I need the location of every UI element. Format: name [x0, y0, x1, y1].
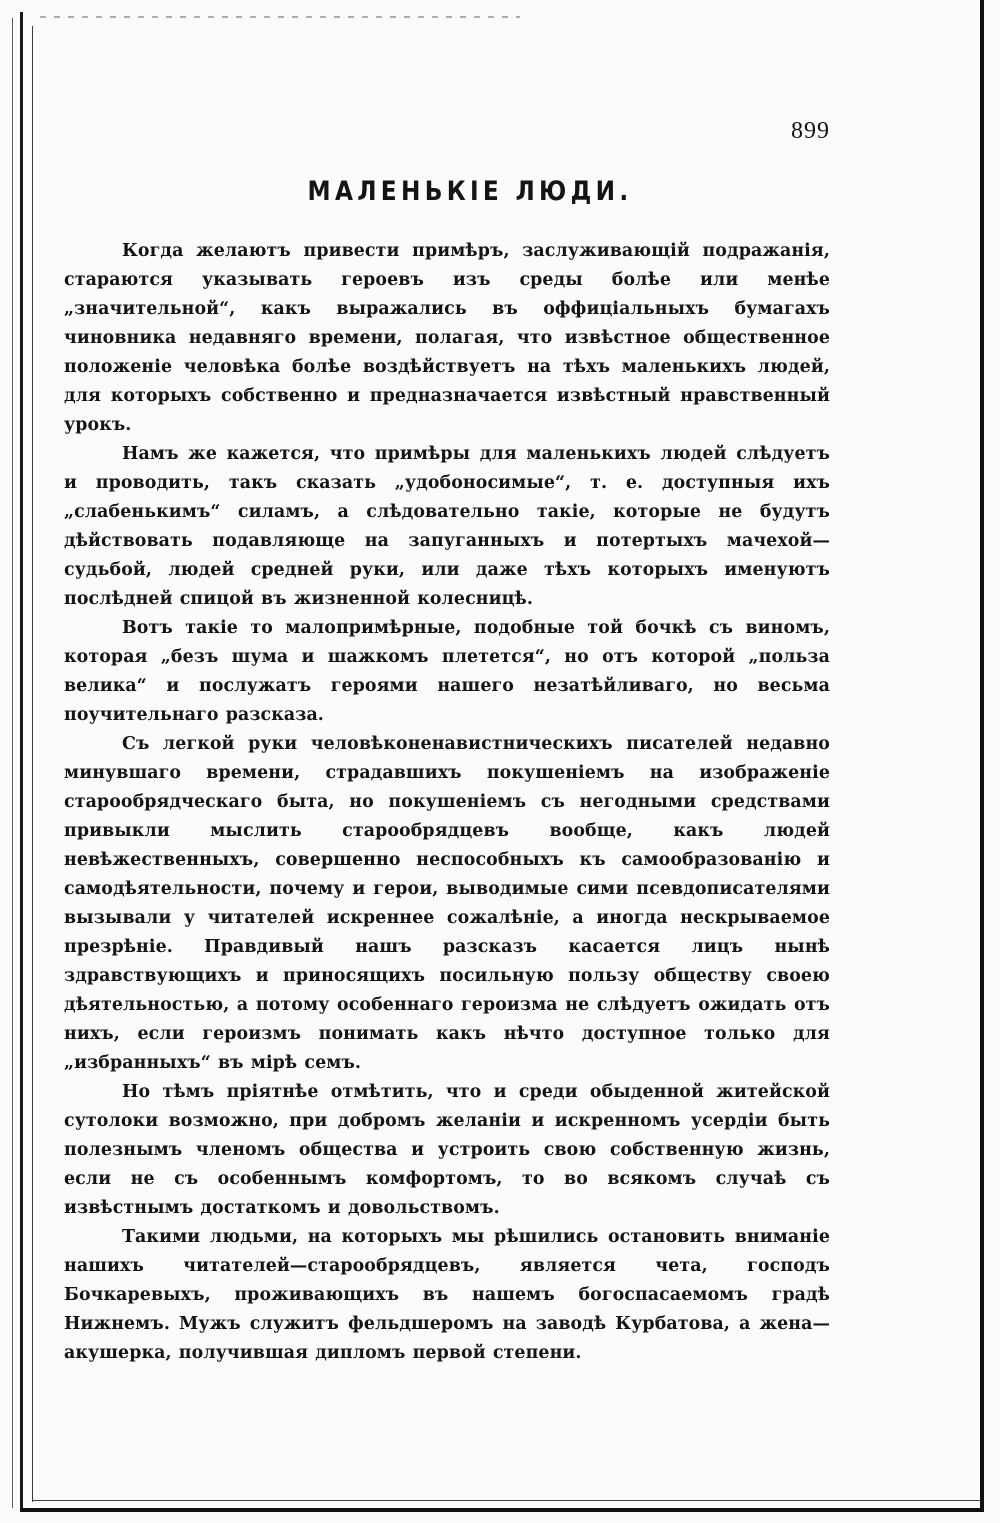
paragraph-2: Намъ же кажется, что примѣры для маленькихъ людей слѣдуетъ и проводить, такъ сказать „удобоносимые“, т. е. доступныя ихъ „слабенькимъ“ силамъ, а слѣдовательно такiе, которые не будутъ дѣйствовать подавляюще на запуганныхъ и потертыхъ мачехой—судьбой, людей средней руки, или даже тѣхъ которыхъ именуютъ послѣдней спицой въ жизненной колесницѣ.: [64, 444, 830, 609]
paragraph-1: Когда желаютъ привести примѣръ, заслуживающiй подражанiя, стараются указывать героевъ изъ среды болѣе или менѣе „значительной“, какъ выражались въ оффицiальныхъ бумагахъ чиновника недавняго времени, полагая, что извѣстное общественное положенiе человѣка болѣе воздѣйствуетъ на тѣхъ маленькихъ людей, для которыхъ собственно и предназначается извѣстный нравственный урокъ.: [64, 241, 830, 435]
paragraph-3: Вотъ такiе то малопримѣрные, подобные той бочкѣ съ виномъ, которая „безъ шума и шажкомъ плетется“, но отъ которой „польза велика“ и послужатъ героями нашего незатѣйливаго, но весьма поучительнаго разсказа.: [64, 618, 830, 725]
scan-frame-left-thin: [12, 18, 13, 1508]
paragraph-4: Съ легкой руки человѣконенавистническихъ писателей недавно минувшаго времени, страдавшихъ покушенiемъ на изображенiе старообрядческаго быта, но покушенiемъ съ негодными средствами привыкли мыслить старообрядцевъ вообще, какъ людей невѣжественныхъ, совершенно неспособныхъ къ самообразованiю и самодѣятельности, почему и герои, выводимые сими псевдописателями вызывали у читателей искреннее сожалѣнiе, а иногда нескрываемое презрѣнiе. Правдивый нашъ разсказъ касается лицъ нынѣ здравствующихъ и приносящихъ посильную пользу обществу своею дѣятельностью, а потому особеннаго героизма не слѣдуетъ ожидать отъ нихъ, если героизмъ понимать какъ нѣчто доступное только для „избранныхъ“ въ мiрѣ семъ.: [64, 734, 830, 1073]
paragraph-6: Такими людьми, на которыхъ мы рѣшились остановить вниманiе нашихъ читателей—старообрядцевъ, является чета, господъ Бочкаревыхъ, проживающихъ въ нашемъ богоспасаемомъ градѣ Нижнемъ. Мужъ служитъ фельдшеромъ на заводѣ Курбатова, а жена—акушерка, получившая дипломъ первой степени.: [64, 1227, 830, 1363]
scan-frame-bottom-inner: [32, 1500, 980, 1501]
paragraph-5: Но тѣмъ прiятнѣе отмѣтить, что и среди обыденной житейской сутолоки возможно, при добромъ желанiи и искренномъ усердiи быть полезнымъ членомъ общества и устроить свою собственную жизнь, если не съ особеннымъ комфортомъ, то во всякомъ случаѣ съ извѣстнымъ достаткомъ и довольствомъ.: [64, 1082, 830, 1218]
article-body: [64, 237, 830, 1368]
scan-frame-left-inner: [32, 26, 33, 1502]
page-number: 899: [791, 118, 830, 144]
scan-frame-bottom: [20, 1508, 984, 1512]
scan-frame-top: [40, 16, 520, 18]
scan-frame-left: [20, 12, 23, 1510]
article-title: МАЛЕНЬКIЕ ЛЮДИ.: [307, 176, 633, 207]
scan-frame-right: [980, 0, 984, 1512]
